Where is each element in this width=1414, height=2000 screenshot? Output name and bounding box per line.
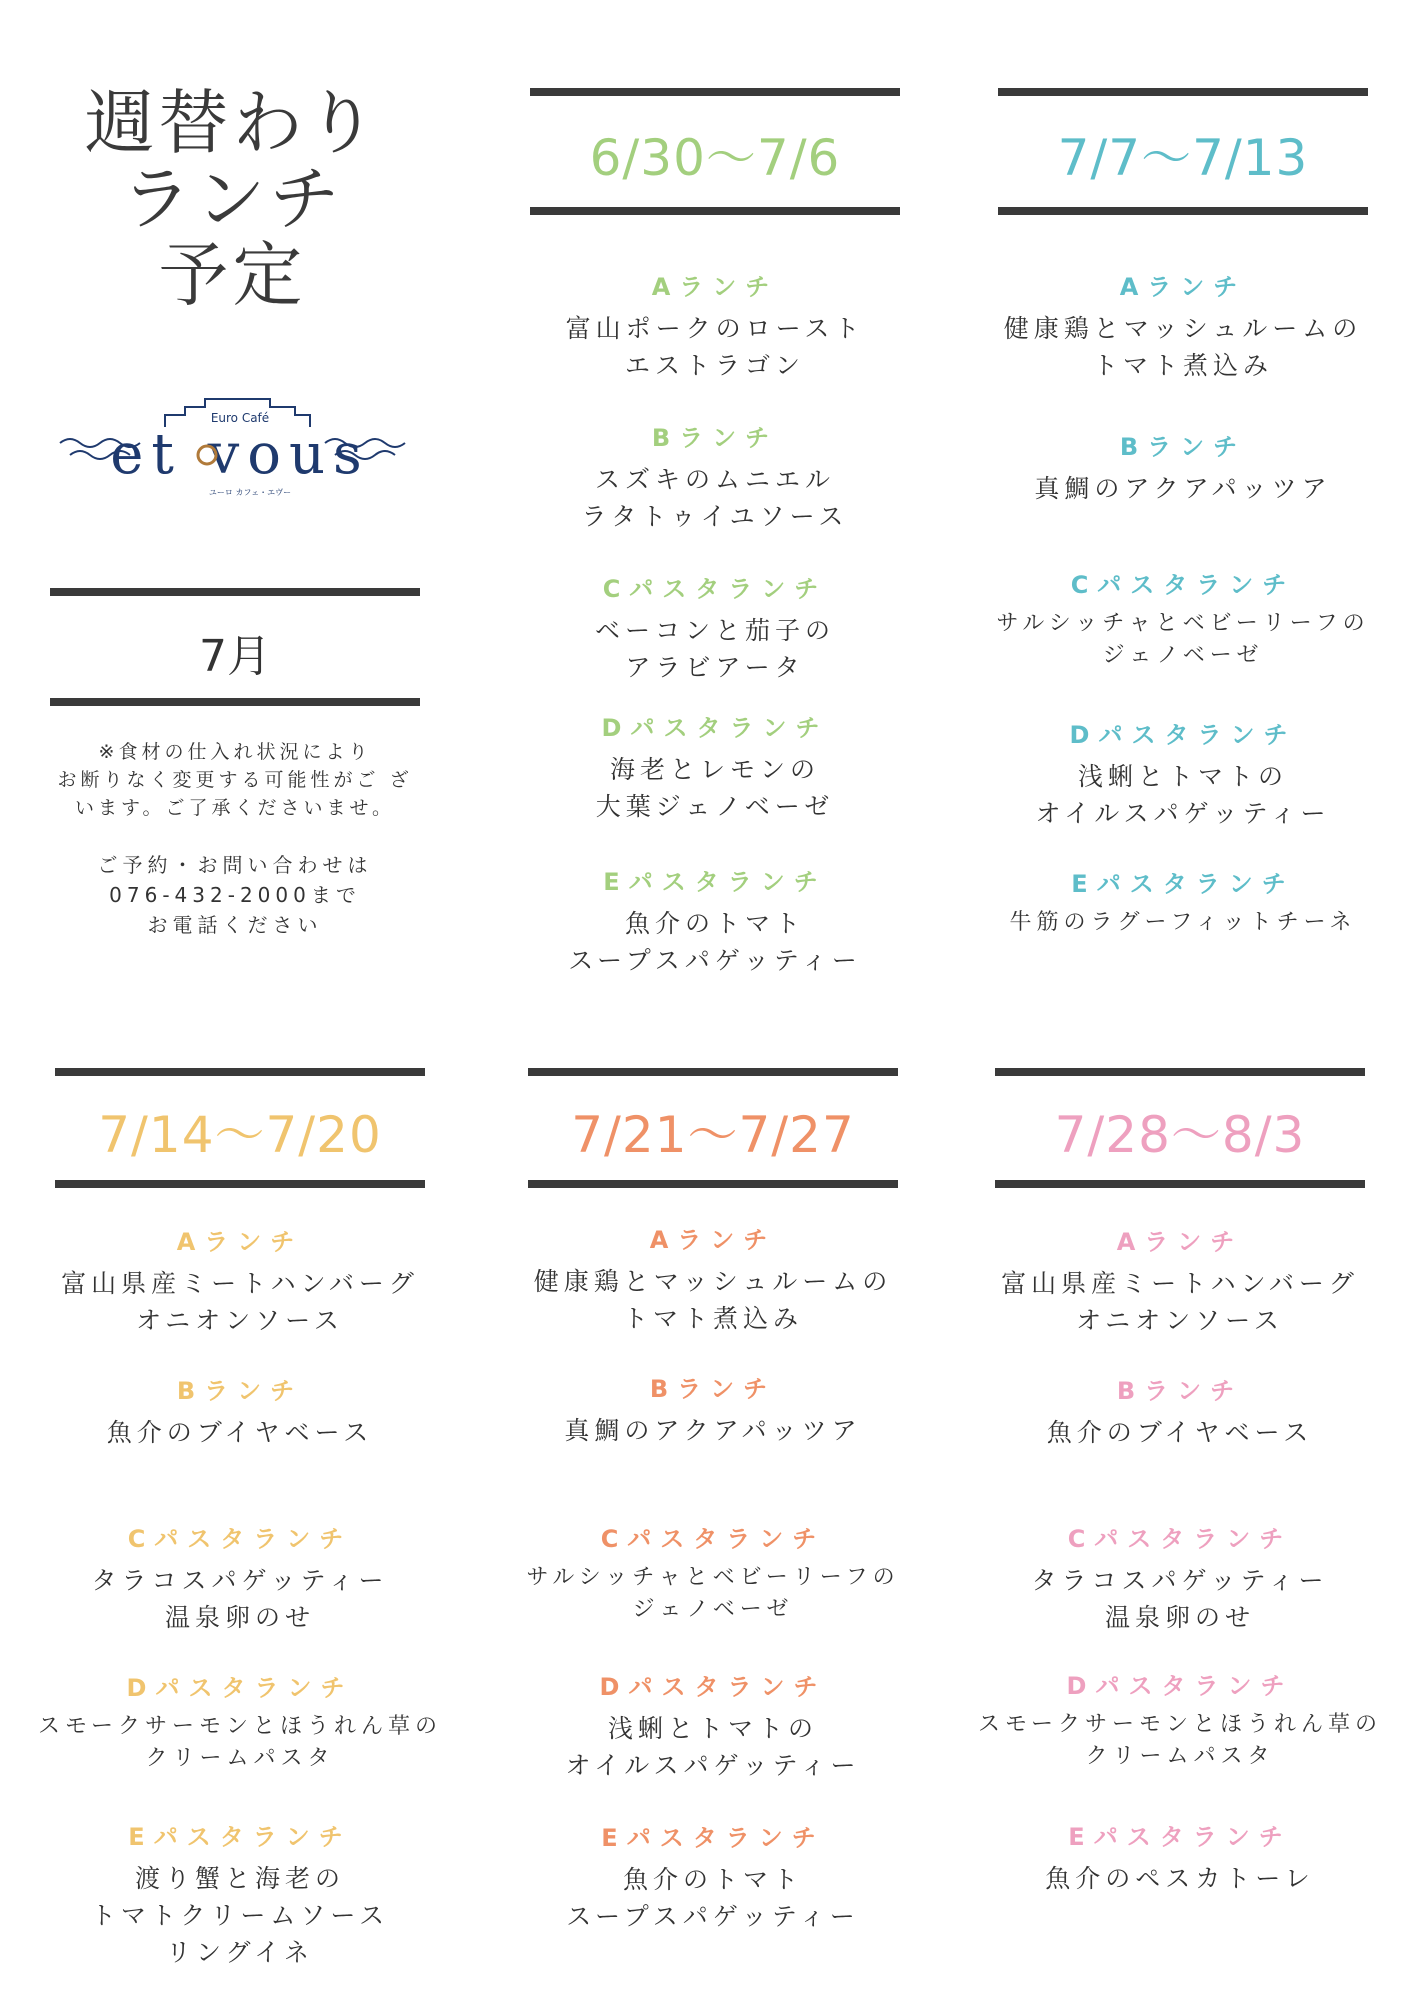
menu-item-dish xyxy=(15,1711,465,1775)
menu-item-label: Bランチ xyxy=(1116,1377,1244,1405)
menu-item-dish xyxy=(958,907,1408,939)
menu-item-dish-line: 富山県産ミートハンバーグ xyxy=(61,1269,419,1298)
menu-item-dish-line: オニオンソース xyxy=(1076,1306,1284,1335)
menu-item-dish xyxy=(490,310,940,384)
menu-item-dish-line: 渡り蟹と海老の xyxy=(134,1864,345,1893)
menu-item xyxy=(490,713,940,825)
menu-item-dish-line: スモークサーモンとほうれん草の xyxy=(37,1714,443,1739)
week-date-range: 7/7～7/13 xyxy=(1057,129,1309,187)
week-bottom-bar xyxy=(530,207,900,215)
menu-item xyxy=(488,1823,938,1935)
menu-item xyxy=(958,570,1408,672)
menu-item xyxy=(955,1227,1405,1339)
menu-item-label: Bランチ xyxy=(649,1375,777,1403)
menu-item-dish xyxy=(490,751,940,825)
menu-item-dish-line: 浅蜊とトマトの xyxy=(607,1714,818,1743)
menu-item-dish xyxy=(15,1562,465,1636)
menu-item-label: Bランチ xyxy=(651,424,779,452)
menu-item-dish-line: 健康鶏とマッシュルームの xyxy=(533,1267,893,1296)
week-bottom-bar xyxy=(528,1180,898,1188)
menu-item-dish-line: トマト煮込み xyxy=(622,1304,803,1333)
menu-item-dish-line: ジェノベーゼ xyxy=(632,1597,794,1622)
menu-item-dish-line: オイルスパゲッティー xyxy=(1035,799,1331,828)
week-date-range: 6/30～7/6 xyxy=(589,129,841,187)
menu-item xyxy=(955,1822,1405,1897)
menu-item-dish-line: 真鯛のアクアパッツア xyxy=(564,1416,862,1445)
menu-item-label: Cパスタランチ xyxy=(127,1525,353,1553)
menu-item xyxy=(958,869,1408,939)
menu-item xyxy=(490,423,940,535)
menu-item-label: Aランチ xyxy=(651,273,779,301)
menu-item-dish xyxy=(15,1265,465,1339)
week-bottom-bar xyxy=(998,207,1368,215)
menu-item-dish-line: ジェノベーゼ xyxy=(1102,643,1264,668)
menu-item-dish xyxy=(490,612,940,686)
menu-item-dish-line: ベーコンと茄子の xyxy=(594,616,835,645)
contact-line-3: お電話ください xyxy=(147,913,323,937)
menu-item-label: Cパスタランチ xyxy=(600,1525,826,1553)
month-label: 7月 xyxy=(199,631,271,682)
menu-item-label: Aランチ xyxy=(1116,1228,1244,1256)
menu-item-dish-line: リングイネ xyxy=(165,1938,314,1967)
menu-item-dish xyxy=(488,1412,938,1449)
menu-item xyxy=(15,1227,465,1339)
week-date-range: 7/21～7/27 xyxy=(571,1106,855,1164)
menu-item-dish-line: 真鯛のアクアパッツア xyxy=(1034,474,1332,503)
menu-item-dish xyxy=(955,1414,1405,1451)
menu-item-dish xyxy=(488,1710,938,1784)
page-title-line-2: ランチ xyxy=(121,158,344,240)
menu-item xyxy=(488,1225,938,1337)
logo-sub-text: ユーロ カフェ・エヴー xyxy=(208,488,292,497)
menu-item-label: Aランチ xyxy=(1119,273,1247,301)
menu-item-dish-line: 富山ポークのロースト xyxy=(565,314,865,343)
menu-item xyxy=(488,1672,938,1784)
menu-item-label: Dパスタランチ xyxy=(599,1673,827,1701)
menu-item-dish xyxy=(488,1263,938,1337)
menu-item-dish-line: タラコスパゲッティー xyxy=(91,1566,389,1595)
menu-item-label: Dパスタランチ xyxy=(1066,1672,1294,1700)
menu-item-dish-line: 健康鶏とマッシュルームの xyxy=(1003,314,1363,343)
menu-item-label: Cパスタランチ xyxy=(1067,1525,1293,1553)
menu-item xyxy=(958,432,1408,507)
menu-item-dish-line: 浅蜊とトマトの xyxy=(1077,762,1288,791)
menu-item-dish-line: 魚介のトマト xyxy=(622,1865,803,1894)
menu-item-dish-line: ラタトゥイユソース xyxy=(581,502,849,531)
menu-item-dish-line: トマト煮込み xyxy=(1092,351,1273,380)
menu-item-dish xyxy=(955,1562,1405,1636)
menu-item-dish-line: クリームパスタ xyxy=(145,1746,335,1771)
cafe-logo xyxy=(55,385,415,515)
menu-item-dish-line: 魚介のトマト xyxy=(624,909,805,938)
notice-line-2: お断りなく変更する可能性がご ざ xyxy=(57,769,413,791)
week-top-bar xyxy=(995,1068,1365,1076)
menu-item-dish-line: オニオンソース xyxy=(136,1306,344,1335)
contact-text xyxy=(50,850,420,940)
menu-item-dish-line: 大葉ジェノベーゼ xyxy=(595,792,835,821)
menu-item-dish-line: 富山県産ミートハンバーグ xyxy=(1001,1269,1359,1298)
menu-item-dish-line: スモークサーモンとほうれん草の xyxy=(977,1712,1383,1737)
menu-item-label: Bランチ xyxy=(1119,433,1247,461)
menu-item-dish-line: オイルスパゲッティー xyxy=(565,1751,861,1780)
menu-item-dish-line: サルシッチャとベビーリーフの xyxy=(996,611,1370,636)
menu-item-dish-line: 魚介のペスカトーレ xyxy=(1045,1864,1315,1893)
logo-main-text: et vous xyxy=(110,422,370,487)
menu-item xyxy=(15,1376,465,1451)
page-title xyxy=(60,82,405,316)
menu-item-dish-line: スープスパゲッティー xyxy=(568,946,862,975)
menu-item-dish xyxy=(958,470,1408,507)
menu-item xyxy=(955,1524,1405,1636)
menu-item-dish-line: 温泉卵のせ xyxy=(164,1603,315,1632)
week-date-range: 7/14～7/20 xyxy=(98,1106,382,1164)
menu-item-label: Bランチ xyxy=(176,1377,304,1405)
menu-item-dish xyxy=(955,1860,1405,1897)
menu-item-dish-line: エストラゴン xyxy=(624,351,805,380)
menu-item-dish xyxy=(488,1861,938,1935)
contact-line-1: ご予約・お問い合わせは xyxy=(97,853,373,877)
menu-item xyxy=(15,1673,465,1775)
menu-item-label: Aランチ xyxy=(649,1226,777,1254)
menu-item-dish-line: 魚介のブイヤベース xyxy=(1046,1418,1314,1447)
menu-item xyxy=(955,1376,1405,1451)
menu-item xyxy=(490,272,940,384)
logo-top-text: Euro Café xyxy=(210,411,270,425)
week-date-range: 7/28～8/3 xyxy=(1054,1106,1306,1164)
menu-item xyxy=(488,1524,938,1626)
menu-item xyxy=(490,867,940,979)
menu-item xyxy=(958,272,1408,384)
month-top-bar xyxy=(50,588,420,596)
week-bottom-bar xyxy=(995,1180,1365,1188)
menu-item-label: Eパスタランチ xyxy=(1071,870,1295,898)
menu-item-dish xyxy=(490,461,940,535)
menu-item-dish-line: アラビアータ xyxy=(625,653,805,682)
menu-item-label: Dパスタランチ xyxy=(1069,721,1297,749)
notice-line-1: ※食材の仕入れ状況により xyxy=(98,741,372,763)
menu-item-dish xyxy=(958,310,1408,384)
menu-item-dish-line: スズキのムニエル xyxy=(594,465,835,494)
menu-item-label: Dパスタランチ xyxy=(601,714,829,742)
menu-item xyxy=(15,1822,465,1971)
menu-item xyxy=(15,1524,465,1636)
menu-item xyxy=(955,1671,1405,1773)
menu-item-label: Eパスタランチ xyxy=(603,868,827,896)
menu-item-dish-line: サルシッチャとベビーリーフの xyxy=(526,1565,900,1590)
cafe-logo-image xyxy=(55,385,415,515)
menu-item-dish xyxy=(488,1562,938,1626)
menu-item-label: Dパスタランチ xyxy=(126,1674,354,1702)
menu-item-dish-line: 魚介のブイヤベース xyxy=(106,1418,374,1447)
menu-item-dish xyxy=(15,1860,465,1971)
menu-item-label: Eパスタランチ xyxy=(128,1823,352,1851)
menu-item-dish-line: トマトクリームソース xyxy=(90,1901,390,1930)
week-top-bar xyxy=(998,88,1368,96)
menu-item-label: Aランチ xyxy=(176,1228,304,1256)
menu-item-dish xyxy=(490,905,940,979)
notice-line-3: います。ご了承くださいませ。 xyxy=(75,797,395,819)
week-top-bar xyxy=(530,88,900,96)
menu-item-dish-line: 牛筋のラグーフィットチーネ xyxy=(1009,910,1357,935)
menu-item-dish-line: 海老とレモンの xyxy=(609,755,820,784)
menu-item-dish xyxy=(15,1414,465,1451)
menu-item-label: Eパスタランチ xyxy=(1068,1823,1292,1851)
menu-item-dish xyxy=(958,608,1408,672)
week-top-bar xyxy=(528,1068,898,1076)
menu-item-label: Cパスタランチ xyxy=(602,575,828,603)
menu-item xyxy=(488,1374,938,1449)
menu-item-dish xyxy=(955,1709,1405,1773)
menu-item xyxy=(958,720,1408,832)
menu-item-dish xyxy=(955,1265,1405,1339)
menu-item-dish-line: クリームパスタ xyxy=(1085,1744,1275,1769)
menu-item-label: Cパスタランチ xyxy=(1070,571,1296,599)
week-bottom-bar xyxy=(55,1180,425,1188)
page-title-line-1: 週替わり xyxy=(84,82,381,164)
contact-line-2: 076-432-2000まで xyxy=(109,883,361,907)
menu-item-dish xyxy=(958,758,1408,832)
menu-item-dish-line: スープスパゲッティー xyxy=(566,1902,860,1931)
page-title-line-3: 予定 xyxy=(158,234,307,316)
menu-item-label: Eパスタランチ xyxy=(601,1824,825,1852)
month-bottom-bar xyxy=(50,698,420,706)
week-top-bar xyxy=(55,1068,425,1076)
menu-item xyxy=(490,574,940,686)
menu-item-dish-line: 温泉卵のせ xyxy=(1104,1603,1255,1632)
menu-item-dish-line: タラコスパゲッティー xyxy=(1031,1566,1329,1595)
notice-text xyxy=(50,738,420,822)
